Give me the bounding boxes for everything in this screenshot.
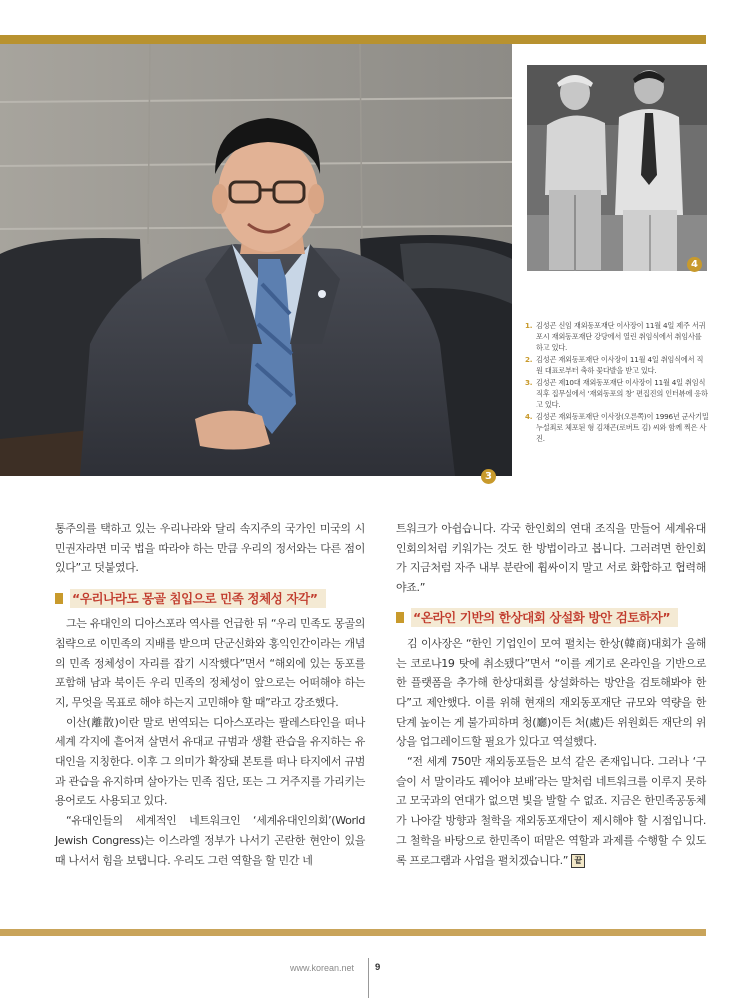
article-paragraph: 김 이사장은 “한인 기업인이 모여 펼치는 한상(韓商)대회가 올해는 코로나19 탓에 취소됐다”면서 “이를 계기로 온라인을 기반으로 한 플랫폼을 추가해 한상대회를 상설화하는 방안을 검토해봐야 한다”고 제안했다. 이를 위해 현재의 재외동포재단 규모와 역량을 한 단계 높이는 게 불가피하며 청(廳)이든 처(處)든 위원회든 재단의 위상을 업그레이드할 필요가 있다고 역설했다. (396, 636, 706, 749)
caption-item (525, 377, 709, 410)
article-column-right (396, 519, 706, 870)
caption-item (525, 354, 709, 376)
bottom-gold-rule (0, 929, 706, 936)
top-gold-rule (0, 35, 706, 44)
caption-text: 김성곤 신임 재외동포재단 이사장이 11월 4일 제주 서귀포시 재외동포재단 강당에서 열린 취임식에서 취임사를 하고 있다. (536, 321, 706, 352)
heading-marker-icon (55, 593, 63, 604)
caption-text: 김성곤 재외동포재단 이사장(오른쪽)이 1996년 군사기밀 누설죄로 체포된 형 김채곤(로버트 김) 씨와 함께 찍은 사진. (536, 412, 709, 443)
caption-number: 1. (525, 321, 533, 330)
caption-item (525, 320, 709, 353)
footer-url: www.korean.net (290, 963, 355, 973)
photo-number-badge: 4 (687, 257, 702, 272)
heading-marker-icon (396, 612, 404, 623)
caption-item (525, 411, 709, 444)
article-paragraph: 이산(離散)이란 말로 번역되는 디아스포라는 팔레스타인을 떠나 세계 각지에 흩어져 살면서 유대교 규범과 생활 관습을 유지하는 유대인을 지칭한다. 이후 그 의미가 확장돼 본토를 떠나 타지에서 규범과 관습을 유지하며 살아가는 민족 집단, 또는 그 거주지를 가리키는 용어로도 사용되고 있다. (55, 715, 365, 808)
caption-text: 김성곤 재외동포재단 이사장이 11월 4일 취임식에서 직원 대표로부터 축하 꽃다발을 받고 있다. (536, 355, 704, 375)
page-number: 9 (375, 962, 381, 973)
end-of-article-icon: 끝 (571, 854, 585, 868)
caption-text: 김성곤 제10대 재외동포재단 이사장이 11월 4일 취임식 직후 집무실에서 ‘재외동포의 창’ 편집진의 인터뷰에 응하고 있다. (536, 378, 708, 409)
section-heading-text: “우리나라도 몽골 침입으로 민족 정체성 자각” (70, 589, 326, 608)
archival-photo (527, 65, 707, 271)
article-paragraph (396, 752, 706, 870)
article-column-left (55, 519, 365, 870)
article-paragraph-text: “전 세계 750만 재외동포들은 보석 같은 존재입니다. 그러나 ‘구슬이 서 말이라도 꿰어야 보배’라는 말처럼 네트워크를 이루지 못하고 모국과의 연대가 없으면 빛을 발할 수 없죠. 지금은 한민족공동체가 나아갈 방향과 철학을 재외동포재단이 제시해야 할 시점입니다. 그 철학을 바탕으로 한민족이 떠맡은 역할과 과제를 수행할 수 있도록 프로그램과 사업을 펼치겠습니다.” (396, 755, 706, 867)
article-paragraph: “유대인들의 세계적인 네트워크인 ‘세계유대인의회’(World Jewish Congress)는 이스라엘 정부가 나서기 곤란한 현안이 있을 때 나서서 힘을 보탭니다. 우리도 그런 역할을 할 민간 네 (55, 814, 365, 867)
caption-number: 4. (525, 412, 533, 421)
article-paragraph: 그는 유대인의 디아스포라 역사를 언급한 뒤 “우리 민족도 몽골의 침략으로 이민족의 지배를 받으며 단군신화와 홍익인간이라는 개념의 민족 정체성이 자리를 잡기 시작했다”면서 “해외에 있는 동포를 포함해 남과 북이든 우리 민족의 정체성이 앞으로는 어떠해야 하는지, 무엇을 목표로 해야 하는지 고민해야 할 때”라고 강조했다. (55, 617, 365, 709)
caption-number: 3. (525, 378, 533, 387)
photo-number-badge: 3 (481, 469, 496, 484)
interview-photo (0, 44, 512, 482)
section-heading-text: “온라인 기반의 한상대회 상설화 방안 검토하자” (411, 608, 678, 627)
article-paragraph: 트워크가 아쉽습니다. 각국 한인회의 연대 조직을 만들어 세계유대인회의처럼 키워가는 것도 한 방법이라고 봅니다. 그러려면 한인회가 지금처럼 자주 내부 분란에 휩싸이지 말고 서로 화합하고 협력해야죠.” (396, 522, 706, 595)
footer-divider (368, 958, 369, 998)
section-heading (55, 588, 365, 608)
article-paragraph: 통주의를 택하고 있는 우리나라와 달리 속지주의 국가인 미국의 시민권자라면 미국 법을 따라야 하는 만큼 우리의 정서와는 다른 점이 있다”고 덧붙였다. (55, 522, 365, 575)
photo-captions (525, 320, 709, 445)
caption-number: 2. (525, 355, 533, 364)
section-heading (396, 608, 706, 628)
